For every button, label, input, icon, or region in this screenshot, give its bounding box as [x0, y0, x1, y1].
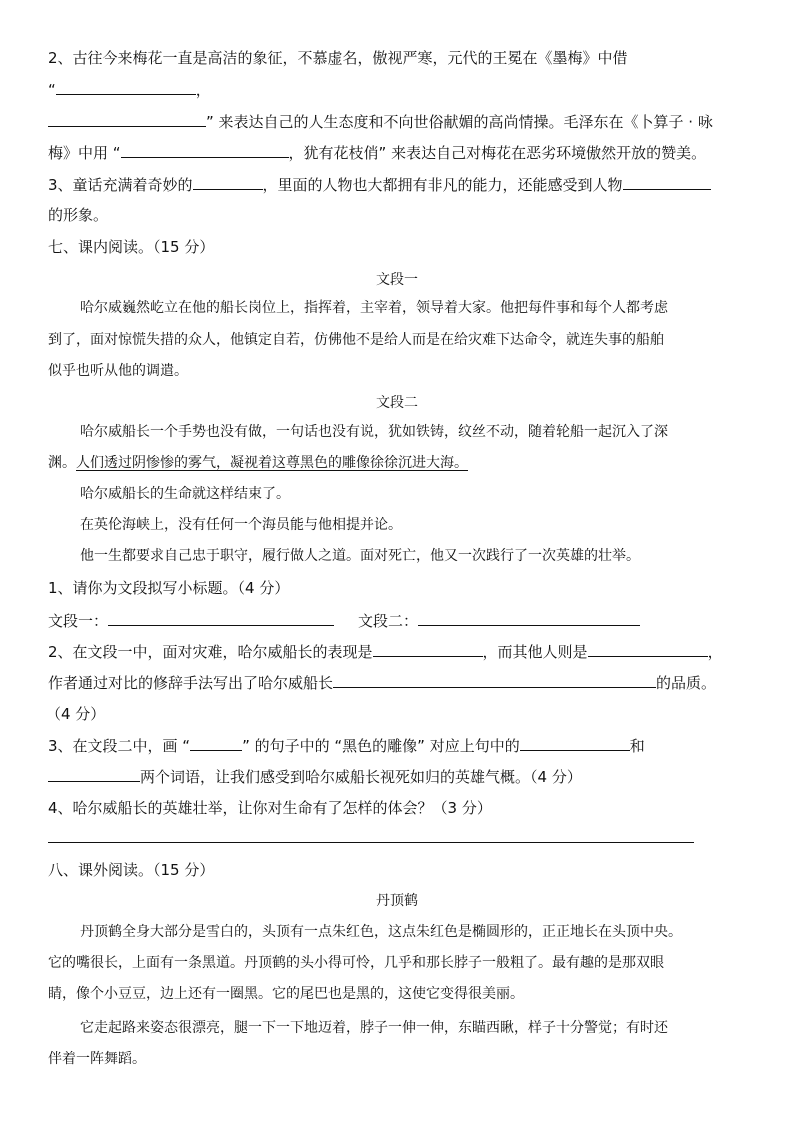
- passage-2-title: 文段二: [376, 395, 418, 411]
- answer-blank[interactable]: [373, 641, 483, 657]
- passage-1-line: 到了，面对惊慌失措的众人，他镇定自若，仿佛他不是给人而是在给灾难下达命令，就连失事的船舶: [48, 332, 664, 348]
- comma: ，: [195, 81, 211, 99]
- answer-blank[interactable]: [623, 174, 711, 190]
- s7-question-3: [48, 735, 645, 756]
- q3-line-2: 的形象。: [48, 206, 109, 224]
- passage-1-title: 文段一: [376, 272, 418, 288]
- q-text: 两个词语，让我们感受到哈尔威船长视死如归的英雄气概。（4 分）: [140, 768, 582, 786]
- q-text: 2、在文段一中，面对灾难，哈尔威船长的表现是: [48, 643, 373, 661]
- q-text: 的品质。: [656, 674, 717, 692]
- passage-1-line: 似乎也听从他的调遣。: [48, 363, 188, 379]
- article-line: 睛，像个小豆豆，边上还有一圈黑。它的尾巴也是黑的，这使它变得很美丽。: [48, 986, 524, 1002]
- q2-text: ” 来表达自己的人生态度和不向世俗献媚的高尚情操。毛泽东在《卜算子 · 咏: [206, 113, 713, 131]
- answer-blank[interactable]: [588, 641, 708, 657]
- answer-blank[interactable]: [121, 142, 289, 158]
- passage-2-line: 在英伦海峡上，没有任何一个海员能与他相提并论。: [80, 517, 402, 533]
- section-7-heading: 七、课内阅读。（15 分）: [48, 238, 215, 256]
- passage-2-line: [48, 453, 468, 473]
- answer-blank[interactable]: [333, 672, 656, 688]
- q-text: 和: [629, 737, 645, 755]
- label-passage-1: 文段一：: [48, 612, 109, 630]
- answer-blank[interactable]: [190, 735, 242, 751]
- q-text: ，而其他人则是: [482, 643, 588, 661]
- passage-2-line: 哈尔威船长的生命就这样结束了。: [80, 486, 290, 502]
- answer-blank[interactable]: [48, 766, 140, 782]
- q3-line-1: [48, 174, 711, 195]
- q2-text: 梅》中用 “: [48, 144, 121, 162]
- answer-blank[interactable]: [193, 174, 263, 190]
- article-line: 它的嘴很长，上面有一条黑道。丹顶鹤的头小得可怜，几乎和那长脖子一般粗了。最有趣的是那双眼: [48, 955, 664, 971]
- answer-blank[interactable]: [418, 610, 640, 626]
- q2-line-1: 2、古往今来梅花一直是高洁的象征，不慕虚名，傲视严寒，元代的王冕在《墨梅》中借: [48, 49, 628, 67]
- answer-blank[interactable]: [108, 610, 334, 626]
- q2-line-2: [48, 79, 211, 100]
- s7-question-2-line-2: [48, 672, 716, 693]
- q2-text: ，犹有花枝俏” 来表达自己对梅花在恶劣环境傲然开放的赞美。: [288, 144, 707, 162]
- passage-2-line: 他一生都要求自己忠于职守，履行做人之道。面对死亡，他又一次践行了一次英雄的壮举。: [80, 548, 640, 564]
- article-line: 丹顶鹤全身大部分是雪白的，头顶有一点朱红色，这点朱红色是椭圆形的，正正地长在头顶中央。: [80, 924, 682, 940]
- open-quote: “: [48, 81, 56, 99]
- q-text: 作者通过对比的修辞手法写出了哈尔威船长: [48, 674, 334, 692]
- answer-line[interactable]: [48, 842, 694, 843]
- answer-blank[interactable]: [56, 79, 196, 95]
- passage-text: 渊。: [48, 455, 76, 471]
- answer-blank[interactable]: [48, 111, 206, 127]
- q2-line-3: [48, 111, 713, 132]
- underlined-sentence: 人们透过阴惨惨的雾气，凝视着这尊黑色的雕像徐徐沉进大海。: [76, 455, 468, 471]
- article-line: 伴着一阵舞蹈。: [48, 1051, 146, 1067]
- article-line: 它走起路来姿态很漂亮，腿一下一下地迈着，脖子一伸一伸，东瞄西瞅，样子十分警觉；有时还: [80, 1020, 668, 1036]
- s7-question-4: 4、哈尔威船长的英雄壮举，让你对生命有了怎样的体会？（3 分）: [48, 799, 492, 817]
- answer-blank[interactable]: [520, 735, 630, 751]
- q-text: 3、在文段二中，画 “: [48, 737, 191, 755]
- s7-question-3-line-2: [48, 766, 582, 787]
- section-8-heading: 八、课外阅读。（15 分）: [48, 861, 215, 879]
- passage-2-line: 哈尔威船长一个手势也没有做，一句话也没有说，犹如铁铸，纹丝不动，随着轮船一起沉入了深: [80, 424, 668, 440]
- q3-text: ，里面的人物也大都拥有非凡的能力，还能感受到人物: [262, 176, 623, 194]
- q3-text: 3、童话充满着奇妙的: [48, 176, 193, 194]
- q-text: ” 的句子中的 “黑色的雕像” 对应上句中的: [242, 737, 520, 755]
- s7-question-2: [48, 641, 723, 662]
- article-title: 丹顶鹤: [376, 893, 418, 909]
- s7-question-2-score: （4 分）: [46, 705, 106, 723]
- q2-line-4: [48, 142, 706, 163]
- s7-question-1-answers: [48, 610, 640, 631]
- q-text: ，: [707, 643, 723, 661]
- label-passage-2: 文段二：: [358, 612, 419, 630]
- s7-question-1: 1、请你为文段拟写小标题。（4 分）: [48, 579, 290, 597]
- passage-1-line: 哈尔威巍然屹立在他的船长岗位上，指挥着，主宰着，领导着大家。他把每件事和每个人都考虑: [80, 300, 668, 316]
